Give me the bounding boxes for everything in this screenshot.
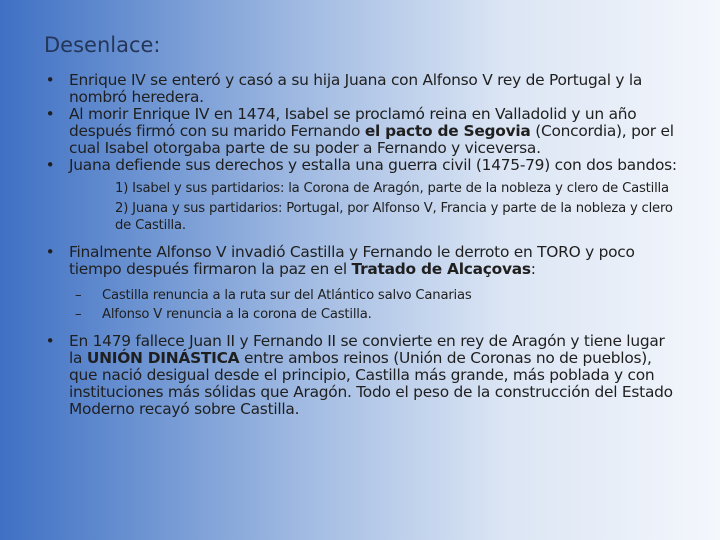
bullet-icon: • [45, 332, 55, 350]
bullet-text: Juana defiende sus derechos y estalla una guerra civil (1475-79) con dos bandos: [69, 156, 677, 174]
bando-item-2: 2) Juana y sus partidarios: Portugal, por Alfonso V, Francia y parte de la nobleza y clero de Castilla. [115, 201, 673, 233]
tratado-term-text: Castilla renuncia a la ruta sur del Atlántico salvo Canarias [102, 288, 472, 303]
tratado-term-1 [40, 287, 680, 304]
slide-title: Desenlace: [44, 33, 161, 57]
tratado-term-text: Alfonso V renuncia a la corona de Castilla. [102, 307, 372, 322]
dash-icon: – [75, 288, 82, 303]
bullet-bold-text: UNIÓN DINÁSTICA [86, 349, 240, 367]
bullet-bold-text: el pacto de Segovia [364, 122, 531, 140]
bullet-bold-text: Tratado de Alcaçovas [351, 260, 531, 278]
dash-icon: – [75, 307, 82, 322]
bullet-text: (Concordia), por el cual Isabel otorgaba parte de su poder a Fernando y viceversa. [69, 122, 674, 157]
bullet-text: En 1479 fallece Juan II y Fernando II se convierte en rey de Aragón y tiene lugar la [69, 332, 665, 367]
bullet-text: entre ambos reinos (Unión de Coronas no de pueblos), que nació desigual desde el principio, Castilla más grande, más poblada y con instituciones más sólidas que Aragón. Todo el peso de la construcción del Estado Moderno recayó sobre Castilla. [69, 349, 673, 418]
bullet-icon: • [45, 243, 55, 261]
bullet-item-3 [40, 157, 680, 174]
bullet-text: : [530, 260, 536, 278]
bando-item-1: 1) Isabel y sus partidarios: la Corona de Aragón, parte de la nobleza y clero de Castilla [115, 181, 669, 196]
bullet-item-1 [40, 72, 680, 106]
bullet-icon: • [45, 156, 55, 174]
bullet-text: Al morir Enrique IV en 1474, Isabel se proclamó reina en Valladolid y un año después firmó con su marido Fernando [69, 105, 637, 140]
bullet-item-5 [40, 333, 680, 418]
bullet-icon: • [45, 71, 55, 89]
bullet-text: Finalmente Alfonso V invadió Castilla y Fernando le derroto en TORO y poco tiempo después firmaron la paz en el [69, 243, 635, 278]
bullet-text: Enrique IV se enteró y casó a su hija Juana con Alfonso V rey de Portugal y la nombró heredera. [69, 71, 643, 106]
tratado-term-2 [40, 306, 680, 323]
bullet-icon: • [45, 105, 55, 123]
bullet-item-4 [40, 244, 680, 278]
bullet-item-2 [40, 106, 680, 157]
slide-body [40, 72, 680, 418]
